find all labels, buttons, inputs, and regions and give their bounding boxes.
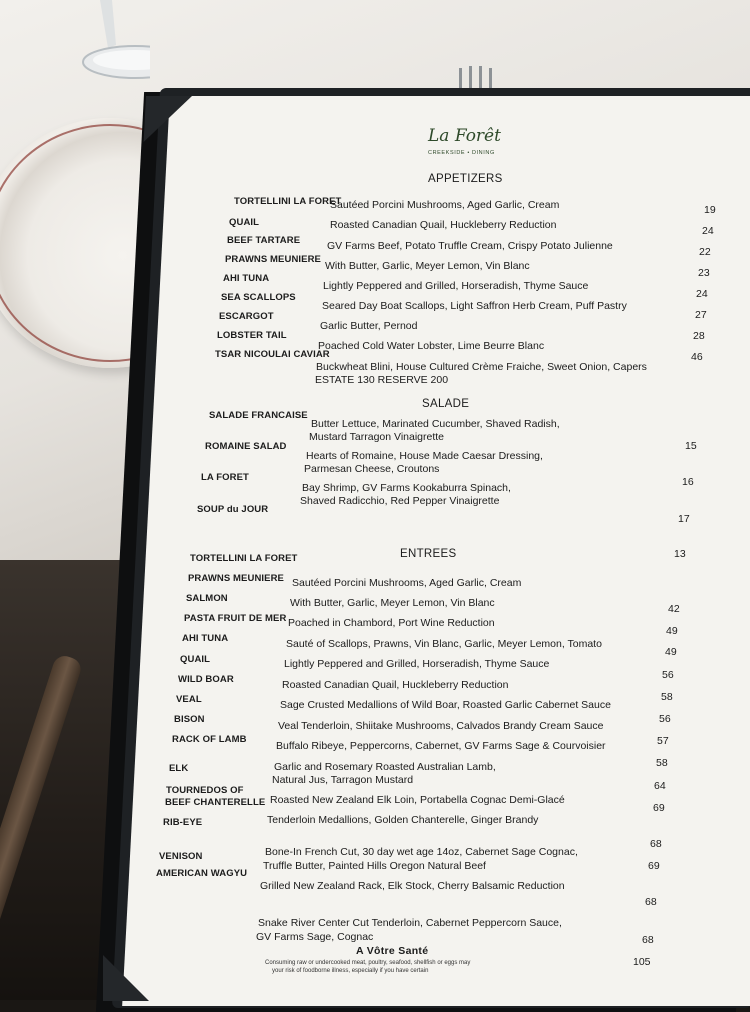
item-desc: Lightly Peppered and Grilled, Horseradish, Thyme Sauce [323,280,589,292]
item-price: 24 [696,288,708,300]
item-name: SOUP du JOUR [197,504,269,515]
item-name: AHI TUNA [223,273,270,284]
item-name: BISON [174,714,205,725]
item-name: TORTELLINI LA FORET [234,196,342,207]
item-price: 23 [698,267,710,279]
item-price: 17 [678,513,690,525]
item-desc-line2: GV Farms Sage, Cognac [256,931,374,943]
item-desc: Garlic Butter, Pernod [320,320,418,332]
item-desc-line2: Truffle Butter, Painted Hills Oregon Natural Beef [263,860,486,872]
item-name: QUAIL [180,654,211,665]
item-price: 46 [691,351,703,363]
item-name: AMERICAN WAGYU [156,868,248,879]
item-desc: Sautéed Porcini Mushrooms, Aged Garlic, Cream [292,577,522,589]
item-desc: Veal Tenderloin, Shiitake Mushrooms, Calvados Brandy Cream Sauce [278,720,604,732]
item-desc: Seared Day Boat Scallops, Light Saffron Herb Cream, Puff Pastry [322,300,627,312]
logo-tagline: CREEKSIDE • DINING [428,150,495,156]
item-desc: Sauté of Scallops, Prawns, Vin Blanc, Garlic, Meyer Lemon, Tomato [286,638,602,650]
item-price: 15 [685,440,697,452]
item-name: SEA SCALLOPS [221,292,296,303]
item-price: 69 [653,802,665,814]
item-price: 64 [654,780,666,792]
item-price: 13 [674,548,686,560]
item-desc: With Butter, Garlic, Meyer Lemon, Vin Blanc [325,260,530,272]
item-price: 69 [648,860,660,872]
item-desc: With Butter, Garlic, Meyer Lemon, Vin Blanc [290,597,495,609]
item-price: 16 [682,476,694,488]
logo-name: La Forêt [428,126,501,146]
item-name: QUAIL [229,217,260,228]
closing-toast: A Vôtre Santé [356,945,429,957]
item-price: 56 [659,713,671,725]
item-price: 68 [642,934,654,946]
item-desc: GV Farms Beef, Potato Truffle Cream, Crispy Potato Julienne [327,240,613,252]
item-desc-line2: Natural Jus, Tarragon Mustard [272,774,414,786]
item-price: 105 [633,956,651,968]
item-price: 28 [693,330,705,342]
item-name: VENISON [159,851,203,862]
item-desc: Roasted Canadian Quail, Huckleberry Reduction [330,219,557,231]
item-price: 58 [656,757,668,769]
item-name-line2: BEEF CHANTERELLE [165,797,266,808]
section-title-appetizers: APPETIZERS [428,173,503,185]
item-desc: Bay Shrimp, GV Farms Kookaburra Spinach, [302,482,511,494]
item-price: 68 [645,896,657,908]
item-name: ELK [169,763,189,774]
item-name: SALMON [186,593,228,604]
item-price: 19 [704,204,716,216]
item-desc: Tenderloin Medallions, Golden Chanterelle, Ginger Brandy [267,814,539,826]
item-desc-line2: Parmesan Cheese, Croutons [304,463,440,475]
item-name: ROMAINE SALAD [205,441,287,452]
footnote-line2: your risk of foodborne illness, especially if you have certain [272,968,429,974]
item-desc: Roasted New Zealand Elk Loin, Portabella Cognac Demi-Glacé [270,794,565,806]
item-name: SALADE FRANCAISE [209,410,308,421]
item-price: 24 [702,225,714,237]
item-desc: Snake River Center Cut Tenderloin, Cabernet Peppercorn Sauce, [258,917,562,929]
item-name: RIB-EYE [163,817,203,828]
item-desc: Bone-In French Cut, 30 day wet age 14oz, Cabernet Sage Cognac, [265,846,578,858]
item-price: 42 [668,603,680,615]
item-desc: Lightly Peppered and Grilled, Horseradish, Thyme Sauce [284,658,550,670]
item-price: 58 [661,691,673,703]
item-desc: Sage Crusted Medallions of Wild Boar, Roasted Garlic Cabernet Sauce [280,699,611,711]
item-price: 22 [699,246,711,258]
item-desc: Roasted Canadian Quail, Huckleberry Reduction [282,679,509,691]
item-desc-line2: Shaved Radicchio, Red Pepper Vinaigrette [300,495,500,507]
item-desc-line2: Mustard Tarragon Vinaigrette [309,431,445,443]
restaurant-logo [428,126,506,162]
item-desc-line2: ESTATE 130 RESERVE 200 [315,374,449,386]
item-price: 68 [650,838,662,850]
item-desc: Grilled New Zealand Rack, Elk Stock, Cherry Balsamic Reduction [260,880,565,892]
item-price: 49 [665,646,677,658]
item-price: 56 [662,669,674,681]
item-name: WILD BOAR [178,674,234,685]
item-name: BEEF TARTARE [227,235,301,246]
item-name: PASTA FRUIT DE MER [184,613,287,624]
item-desc: Buffalo Ribeye, Peppercorns, Cabernet, GV Farms Sage & Courvoisier [276,740,606,752]
item-desc: Garlic and Rosemary Roasted Australian Lamb, [274,761,496,773]
item-price: 57 [657,735,669,747]
item-name: VEAL [176,694,202,705]
item-price: 49 [666,625,678,637]
section-title-entrees: ENTREES [400,548,457,560]
item-desc: Hearts of Romaine, House Made Caesar Dressing, [306,450,543,462]
item-desc: Sautéed Porcini Mushrooms, Aged Garlic, Cream [330,199,560,211]
section-title-salade: SALADE [422,398,470,410]
item-name: TOURNEDOS OF [166,785,244,796]
item-desc: Poached in Chambord, Port Wine Reduction [288,617,495,629]
item-name: PRAWNS MEUNIERE [188,573,284,584]
item-name: TSAR NICOULAI CAVIAR [215,349,330,360]
item-desc: Poached Cold Water Lobster, Lime Beurre Blanc [318,340,545,352]
item-desc: Buckwheat Blini, House Cultured Crème Fraiche, Sweet Onion, Capers [316,361,647,373]
item-name: ESCARGOT [219,311,274,322]
item-desc: Butter Lettuce, Marinated Cucumber, Shaved Radish, [311,418,560,430]
item-name: AHI TUNA [182,633,229,644]
item-name: LOBSTER TAIL [217,330,287,341]
item-name: TORTELLINI LA FORET [190,553,298,564]
item-name: LA FORET [201,472,249,483]
item-name: PRAWNS MEUNIERE [225,254,321,265]
footnote-line1: Consuming raw or undercooked meat, poultry, seafood, shellfish or eggs may [265,960,471,966]
item-name: RACK OF LAMB [172,734,247,745]
item-price: 27 [695,309,707,321]
